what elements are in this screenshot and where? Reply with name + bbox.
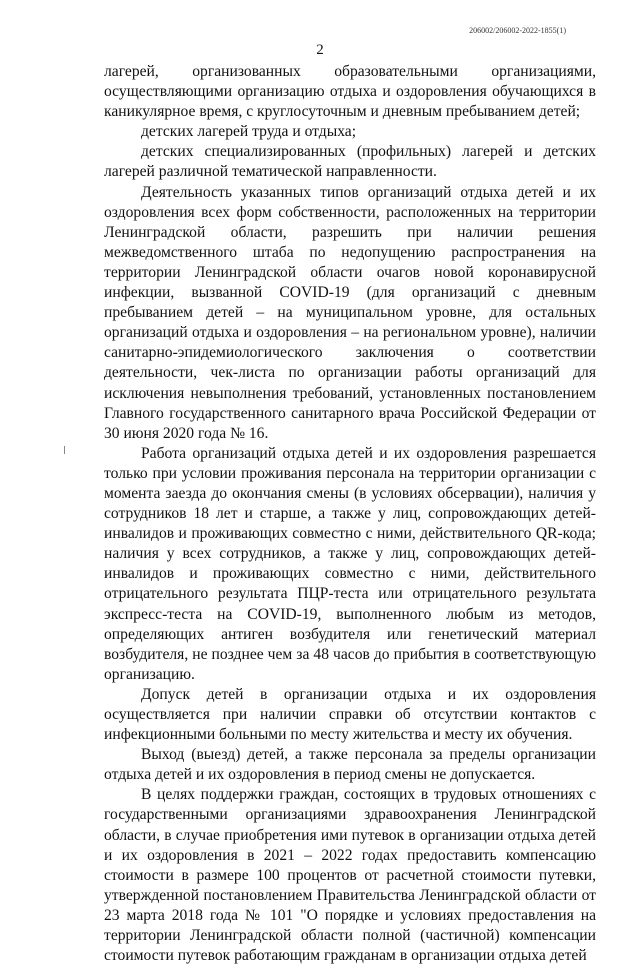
paragraph-activity-permission: Деятельность указанных типов организаций отдыха детей и их оздоровления всех форм собственности, расположенных на территории Ленинградской области, разрешить при наличии решения межведомственного штаба по недопущению распространения на территории Ленинградской области очагов новой коронавирусной инфекции, вызванной COVID-19 (для организаций с дневным пребыванием детей – на муниципальном уровне, для остальных организаций отдыха и оздоровления – на региональном уровне), наличии санитарно-эпидемиологического заключения о соответствии деятельности, чек-листа по организации работы организаций для исключения невыполнения требований, установленных постановлением Главного государственного санитарного врача Российской Федерации от 30 июня 2020 года № 16. (104, 183, 596, 442)
document-body (104, 62, 596, 966)
paragraph-exit-ban: Выход (выезд) детей, а также персонала за пределы организации отдыха детей и их оздоровления в период смены не допускается. (104, 746, 596, 784)
margin-mark (64, 446, 65, 454)
page-number: 2 (316, 42, 324, 58)
paragraph-compensation: В целях поддержки граждан, состоящих в трудовых отношениях с государственными организациями здравоохранения Ленинградской области, в случае приобретения ими путевок в организации отдыха детей и их оздоровления в 2021 – 2022 годах предоставить компенсацию стоимости в размере 100 процентов от расчетной стоимости путевки, утвержденной постановлением Правительства Ленинградской области от 23 марта 2018 года № 101 "О порядке и условиях предоставления на территории Ленинградской области полной (частичной) компенсации стоимости путевок работающим гражданам в организации отдыха детей (104, 786, 596, 965)
paragraph-operation-conditions: Работа организаций отдыха детей и их оздоровления разрешается только при условии проживания персонала на территории организации с момента заезда до окончания смены (в условиях обсервации), наличия у сотрудников 18 лет и старше, а также у лиц, сопровождающих детей-инвалидов и проживающих совместно с ними, действительного QR-кода; наличия у всех сотрудников, а также у лиц, сопровождающих детей-инвалидов и проживающих совместно с ними, действительного отрицательного результата ПЦР-теста или отрицательного результата экспресс-теста на COVID-19, выполненного любым из методов, определяющих антиген возбудителя или генетический материал возбудителя, не позднее чем за 48 часов до прибытия в соответствующую организацию. (104, 444, 596, 683)
document-id: 206002/206002-2022-1855(1) (469, 26, 566, 35)
paragraph-camps-continuation: лагерей, организованных образовательными организациями, осуществляющими организацию отдыха и оздоровления обучающихся в каникулярное время, с круглосуточным и дневным пребыванием детей; (104, 63, 596, 121)
paragraph-specialized-camps: детских специализированных (профильных) лагерей и детских лагерей различной тематической направленности. (104, 143, 596, 181)
paragraph-labour-camps: детских лагерей труда и отдыха; (141, 123, 357, 141)
paragraph-admission: Допуск детей в организации отдыха и их оздоровления осуществляется при наличии справки об отсутствии контактов с инфекционными больными по месту жительства и месту их обучения. (104, 685, 596, 744)
